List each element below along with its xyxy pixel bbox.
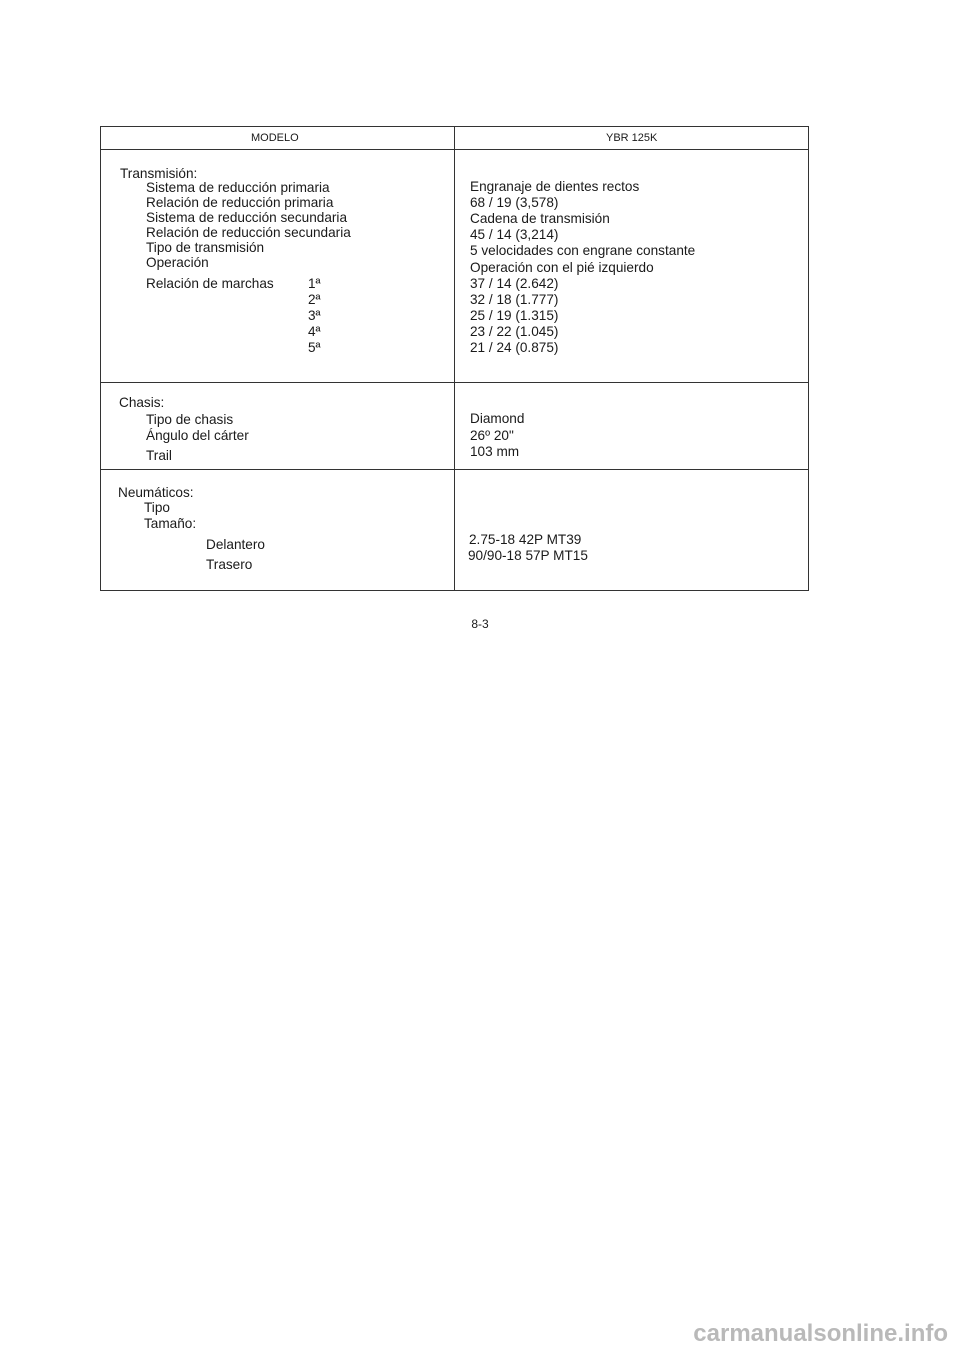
chassis-label-3: Trail <box>146 448 172 463</box>
gear-value-4: 23 / 22 (1.045) <box>470 324 559 339</box>
spec-table <box>100 126 809 591</box>
gear-name-2: 2ª <box>308 292 321 307</box>
gear-value-5: 21 / 24 (0.875) <box>470 340 559 355</box>
transmission-label-2: Relación de reducción primaria <box>146 195 334 210</box>
transmission-heading: Transmisión: <box>120 166 198 181</box>
transmission-label-1: Sistema de reducción primaria <box>146 180 330 195</box>
transmission-label-6: Operación <box>146 255 209 270</box>
section-divider-transmission <box>101 382 808 383</box>
transmission-label-4: Relación de reducción secundaria <box>146 225 351 240</box>
transmission-value-1: Engranaje de dientes rectos <box>470 179 640 194</box>
transmission-value-2: 68 / 19 (3,578) <box>470 195 559 210</box>
tire-front-label: Delantero <box>206 537 265 552</box>
gear-name-3: 3ª <box>308 308 321 323</box>
tire-rear-value: 90/90-18 57P MT15 <box>468 548 588 563</box>
transmission-value-5: 5 velocidades con engrane constante <box>470 243 696 258</box>
tires-heading: Neumáticos: <box>118 485 194 500</box>
column-divider <box>454 127 455 590</box>
transmission-label-3: Sistema de reducción secundaria <box>146 210 347 225</box>
tire-type-label: Tipo <box>144 500 170 515</box>
transmission-value-6: Operación con el pié izquierdo <box>470 260 654 275</box>
transmission-value-4: 45 / 14 (3,214) <box>470 227 559 242</box>
gear-value-1: 37 / 14 (2.642) <box>470 276 559 291</box>
chassis-heading: Chasis: <box>119 395 165 410</box>
tire-front-value: 2.75-18 42P MT39 <box>469 532 582 547</box>
header-divider <box>101 149 808 150</box>
gear-ratio-label: Relación de marchas <box>146 276 274 291</box>
gear-name-5: 5ª <box>308 340 321 355</box>
chassis-value-1: Diamond <box>470 411 525 426</box>
gear-value-2: 32 / 18 (1.777) <box>470 292 559 307</box>
chassis-value-2: 26º 20" <box>470 428 514 443</box>
model-value: YBR 125K <box>606 132 658 144</box>
chassis-label-1: Tipo de chasis <box>146 412 234 427</box>
transmission-label-5: Tipo de transmisión <box>146 240 265 255</box>
tire-size-label: Tamaño: <box>144 516 197 531</box>
chassis-label-2: Ángulo del cárter <box>146 428 249 443</box>
gear-name-4: 4ª <box>308 324 321 339</box>
gear-value-3: 25 / 19 (1.315) <box>470 308 559 323</box>
model-label: MODELO <box>251 132 299 144</box>
gear-name-1: 1ª <box>308 276 321 291</box>
transmission-value-3: Cadena de transmisión <box>470 211 610 226</box>
chassis-value-3: 103 mm <box>470 444 520 459</box>
page-number: 8-3 <box>471 617 489 631</box>
tire-rear-label: Trasero <box>206 557 253 572</box>
watermark: carmanualsonline.info <box>693 1320 948 1347</box>
section-divider-chassis <box>101 469 808 470</box>
